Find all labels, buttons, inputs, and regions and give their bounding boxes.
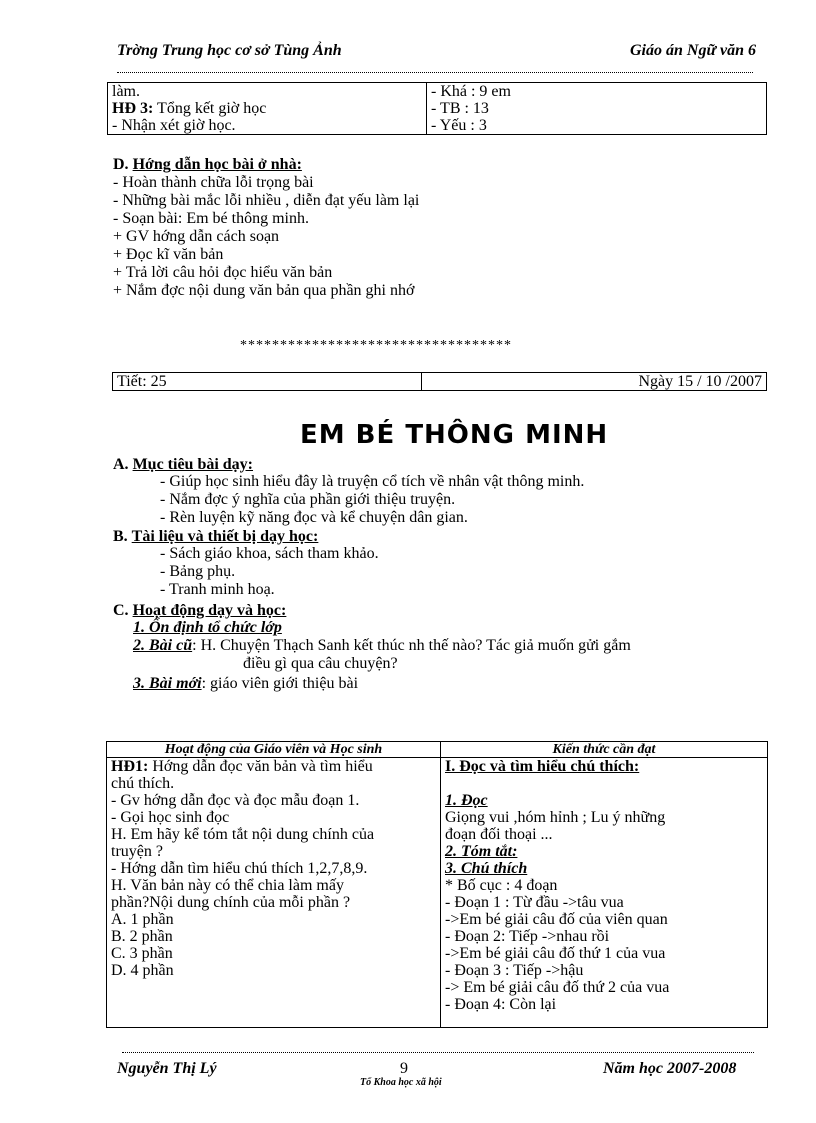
doc-label: 1. Đọc <box>445 792 488 809</box>
left-line: - Gv hớng dẫn đọc và đọc mẫu đoạn 1. <box>111 792 360 809</box>
section-b-prefix: B. <box>113 528 128 545</box>
left-line: - Hớng dẫn tìm hiểu chú thích 1,2,7,8,9. <box>111 860 368 877</box>
top-right-line-2: - TB : 13 <box>431 100 489 117</box>
lesson-tiet: Tiết: 25 <box>113 373 422 391</box>
chuthich-label: 3. Chú thích <box>445 860 528 877</box>
hd1-label: HĐ1: <box>111 758 149 775</box>
activity-right <box>441 758 768 1028</box>
hd3-text: Tổng kết giờ học <box>153 100 267 117</box>
left-line: B. 2 phần <box>111 928 173 945</box>
left-line: - Gọi học sinh đọc <box>111 809 230 826</box>
section-c-heading <box>113 602 286 620</box>
step-2 <box>133 637 631 655</box>
step-1: 1. Ổn định tổ chức lớp <box>133 619 282 636</box>
right-line: * Bố cục : 4 đoạn <box>445 877 558 894</box>
section-c-prefix: C. <box>113 602 129 619</box>
footer-year: Năm học 2007-2008 <box>603 1060 737 1077</box>
lesson-date: Ngày 15 / 10 /2007 <box>422 373 767 391</box>
header-doc-type: Giáo án Ngữ văn 6 <box>630 42 757 59</box>
hd1-line <box>111 758 436 775</box>
section-d-title: Hớng dẫn học bài ở nhà: <box>132 156 302 173</box>
left-line: C. 3 phần <box>111 945 173 962</box>
step-2-text: : H. Chuyện Thạch Sanh kết thúc nh thế nào? Tác giả muốn gửi gắm <box>192 637 631 654</box>
section-b-heading <box>113 528 318 546</box>
col2-header: Kiến thức cần đạt <box>441 742 768 758</box>
section-d <box>113 156 419 300</box>
section-a-heading <box>113 456 253 474</box>
section-a-item: - Nắm đợc ý nghĩa của phần giới thiệu truyện. <box>160 491 456 508</box>
section-a-items <box>160 473 584 527</box>
right-line: Giọng vui ,hóm hỉnh ; Lu ý những <box>445 809 666 826</box>
left-line: H. Văn bản này có thể chia làm mấy <box>111 877 344 894</box>
top-right-line-1: - Khá : 9 em <box>431 83 511 100</box>
section-d-prefix: D. <box>113 156 129 173</box>
section-a-title: Mục tiêu bài dạy: <box>132 456 254 473</box>
top-table-left <box>108 83 427 135</box>
left-line: phần?Nội dung chính của mỗi phần ? <box>111 894 351 911</box>
section-a-prefix: A. <box>113 456 129 473</box>
left-line: D. 4 phần <box>111 962 174 979</box>
lesson-title: EM BÉ THÔNG MINH <box>300 420 609 450</box>
section-b-item: - Sách giáo khoa, sách tham khảo. <box>160 545 379 562</box>
left-line: chú thích. <box>111 775 175 792</box>
step-2-label: 2. Bài cũ <box>133 637 193 654</box>
separator-stars: ********************************** <box>240 338 512 353</box>
header-divider <box>117 72 753 73</box>
section-d-item: + Đọc kĩ văn bản <box>113 246 224 263</box>
header-school: Trờng Trung học cơ sở Tùng Ảnh <box>117 42 342 59</box>
top-left-line-1: làm. <box>112 83 140 100</box>
section-a-item: - Rèn luyện kỹ năng đọc và kể chuyện dân gian. <box>160 509 468 526</box>
activity-left <box>107 758 441 1028</box>
section-d-item: + GV hớng dẫn cách soạn <box>113 228 280 245</box>
col1-header: Hoạt động của Giáo viên và Học sinh <box>107 742 441 758</box>
footer-divider <box>122 1052 754 1053</box>
top-left-line-2 <box>112 100 422 117</box>
right-heading: I. Đọc và tìm hiểu chú thích: <box>445 758 640 775</box>
section-d-item: + Nắm đợc nội dung văn bản qua phần ghi nhớ <box>113 282 415 299</box>
section-a-item: - Giúp học sinh hiểu đây là truyện cổ tích về nhân vật thông minh. <box>160 473 585 490</box>
section-b-title: Tài liệu và thiết bị dạy học: <box>131 528 319 545</box>
footer-author: Nguyễn Thị Lý <box>117 1060 217 1077</box>
section-d-heading <box>113 156 419 174</box>
section-d-item: - Hoàn thành chữa lỗi trọng bài <box>113 174 314 191</box>
section-d-item: - Những bài mắc lỗi nhiều , diễn đạt yếu làm lại <box>113 192 420 209</box>
step-3 <box>133 675 358 693</box>
section-c-title: Hoạt động dạy và học: <box>132 602 287 619</box>
top-left-line-3: - Nhận xét giờ học. <box>112 117 236 134</box>
left-line: H. Em hãy kể tóm tắt nội dung chính của <box>111 826 375 843</box>
right-line: - Đoạn 1 : Từ đầu ->tâu vua <box>445 894 624 911</box>
right-line: - Đoạn 4: Còn lại <box>445 996 557 1013</box>
footer-group: Tổ Khoa học xã hội <box>360 1077 442 1088</box>
hd3-label: HĐ 3: <box>112 100 154 117</box>
top-right-line-3: - Yếu : 3 <box>431 117 487 134</box>
section-d-item: - Soạn bài: Em bé thông minh. <box>113 210 309 227</box>
section-b-item: - Tranh minh hoạ. <box>160 581 275 598</box>
left-line: A. 1 phần <box>111 911 174 928</box>
top-table-right <box>427 83 767 135</box>
step-2-cont: điều gì qua câu chuyện? <box>243 655 398 672</box>
right-line: đoạn đối thoại ... <box>445 826 553 843</box>
lesson-row <box>112 372 767 391</box>
footer-page-number: 9 <box>400 1060 408 1077</box>
section-b-items <box>160 545 379 599</box>
right-line: - Đoạn 3 : Tiếp ->hậu <box>445 962 584 979</box>
top-table <box>107 82 767 135</box>
hd1-text: Hớng dẫn đọc văn bản và tìm hiểu <box>148 758 373 775</box>
right-line: -> Em bé giải câu đố thứ 2 của vua <box>445 979 670 996</box>
activity-table <box>106 741 768 1028</box>
section-b-item: - Bảng phụ. <box>160 563 236 580</box>
right-line: ->Em bé giải câu đố của viên quan <box>445 911 668 928</box>
section-d-item: + Trả lời câu hỏi đọc hiểu văn bản <box>113 264 333 281</box>
right-line: ->Em bé giải câu đố thứ 1 của vua <box>445 945 666 962</box>
left-line: truyện ? <box>111 843 163 860</box>
step-3-text: : giáo viên giới thiệu bài <box>201 675 359 692</box>
right-line: - Đoạn 2: Tiếp ->nhau rồi <box>445 928 610 945</box>
step-3-label: 3. Bài mới <box>133 675 202 692</box>
tomtat-label: 2. Tóm tắt: <box>445 843 518 860</box>
